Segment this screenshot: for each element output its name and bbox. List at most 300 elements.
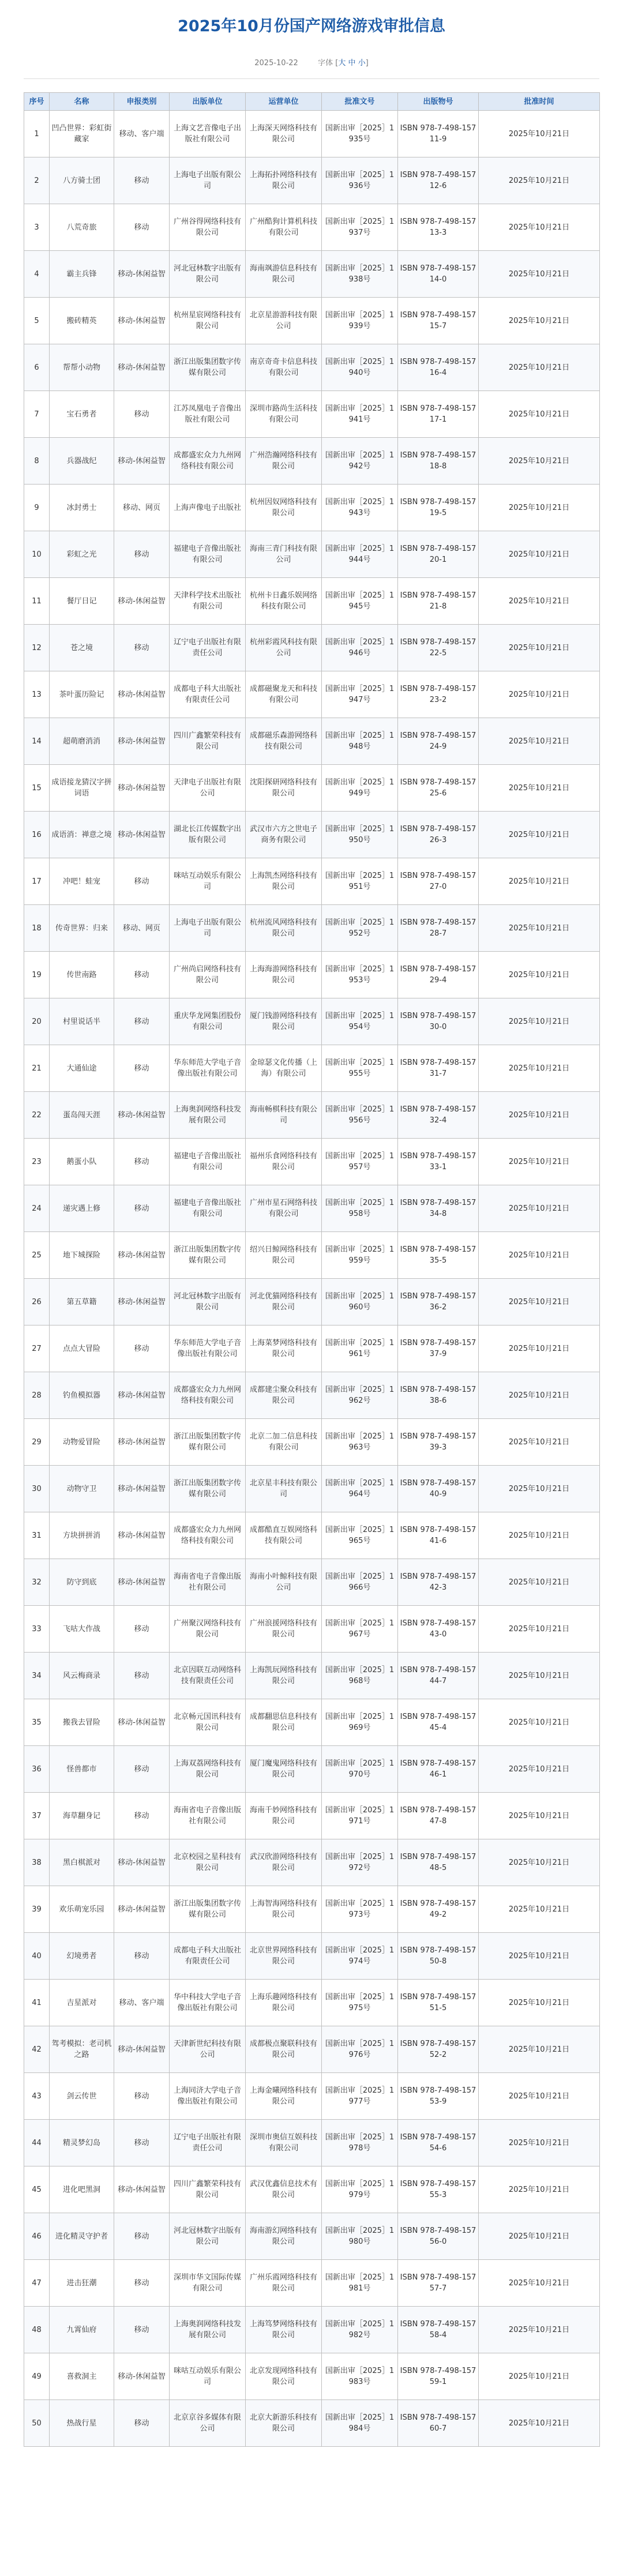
- cell-isbn: ISBN 978-7-498-15736-2: [398, 1279, 479, 1325]
- table-row: [24, 578, 600, 625]
- cell-publisher: 四川广鑫繁荣科技有限公司: [170, 718, 246, 765]
- cell-approval-number: 国新出审［2025］1947号: [322, 671, 398, 718]
- table-row: [24, 2166, 600, 2213]
- cell-publisher: 北京因联互动网络科技有限责任公司: [170, 1653, 246, 1699]
- cell-game-name: 宝石勇者: [50, 391, 114, 438]
- cell-operator: 深圳市路尚生活科技有限公司: [246, 391, 322, 438]
- cell-number: 1: [24, 111, 50, 157]
- cell-category: 移动: [114, 1045, 170, 1092]
- cell-operator: 绍兴日鲸网络科技有限公司: [246, 1232, 322, 1279]
- cell-number: 37: [24, 1793, 50, 1839]
- cell-category: 移动: [114, 2307, 170, 2353]
- cell-number: 38: [24, 1839, 50, 1886]
- cell-game-name: 怪兽都市: [50, 1746, 114, 1793]
- cell-publisher: 上海文艺音像电子出版社有限公司: [170, 111, 246, 157]
- cell-isbn: ISBN 978-7-498-15717-1: [398, 391, 479, 438]
- cell-operator: 上海菜梦网络科技有限公司: [246, 1325, 322, 1372]
- cell-number: 19: [24, 952, 50, 998]
- cell-approval-number: 国新出审［2025］1953号: [322, 952, 398, 998]
- cell-game-name: 剑云传世: [50, 2073, 114, 2120]
- font-size-medium-link[interactable]: 中: [348, 59, 356, 67]
- cell-game-name: 进化精灵守护者: [50, 2213, 114, 2260]
- table-row: [24, 1886, 600, 1933]
- cell-isbn: ISBN 978-7-498-15712-6: [398, 157, 479, 204]
- cell-operator: 上海凯杰网络科技有限公司: [246, 858, 322, 905]
- cell-publisher: 成都盛宏众力九州网络科技有限公司: [170, 1512, 246, 1559]
- cell-category: 移动-休闲益智: [114, 1232, 170, 1279]
- cell-approval-number: 国新出审［2025］1978号: [322, 2120, 398, 2166]
- font-size-label: 字体: [318, 59, 333, 67]
- cell-category: 移动-休闲益智: [114, 1419, 170, 1466]
- table-row: [24, 298, 600, 344]
- table-row: [24, 2026, 600, 2073]
- cell-publisher: 河北冠林数字出版有限公司: [170, 1279, 246, 1325]
- cell-operator: 广州浪援网络科技有限公司: [246, 1606, 322, 1653]
- cell-category: 移动: [114, 858, 170, 905]
- cell-operator: 杭州彩霞风科技有限公司: [246, 625, 322, 671]
- cell-approval-number: 国新出审［2025］1952号: [322, 905, 398, 952]
- cell-operator: 杭州卡日鑫乐娱网络科技有限公司: [246, 578, 322, 625]
- cell-game-name: 动物守卫: [50, 1466, 114, 1512]
- cell-category: 移动: [114, 1793, 170, 1839]
- cell-game-name: 九霄仙府: [50, 2307, 114, 2353]
- cell-number: 31: [24, 1512, 50, 1559]
- table-row: [24, 858, 600, 905]
- table-row: [24, 2400, 600, 2447]
- cell-approval-number: 国新出审［2025］1944号: [322, 531, 398, 578]
- cell-approval-number: 国新出审［2025］1941号: [322, 391, 398, 438]
- cell-number: 47: [24, 2260, 50, 2307]
- cell-number: 36: [24, 1746, 50, 1793]
- cell-operator: 上海乐趣网络科技有限公司: [246, 1980, 322, 2026]
- cell-approval-date: 2025年10月21日: [479, 1699, 600, 1746]
- column-header-approval-number: 批准文号: [322, 93, 398, 111]
- cell-category: 移动-休闲益智: [114, 251, 170, 298]
- table-row: [24, 531, 600, 578]
- table-header-row: [24, 93, 600, 111]
- cell-category: 移动-休闲益智: [114, 344, 170, 391]
- cell-isbn: ISBN 978-7-498-15754-6: [398, 2120, 479, 2166]
- cell-publisher: 河北冠林数字出版有限公司: [170, 2213, 246, 2260]
- cell-approval-date: 2025年10月21日: [479, 2166, 600, 2213]
- cell-game-name: 村里说话半: [50, 998, 114, 1045]
- cell-approval-date: 2025年10月21日: [479, 2260, 600, 2307]
- cell-category: 移动: [114, 2213, 170, 2260]
- cell-approval-date: 2025年10月21日: [479, 1980, 600, 2026]
- cell-publisher: 上海声像电子出版社: [170, 485, 246, 531]
- cell-operator: 厦门钱游网络科技有限公司: [246, 998, 322, 1045]
- cell-approval-number: 国新出审［2025］1938号: [322, 251, 398, 298]
- cell-publisher: 上海电子出版有限公司: [170, 157, 246, 204]
- table-row: [24, 438, 600, 485]
- cell-approval-number: 国新出审［2025］1981号: [322, 2260, 398, 2307]
- cell-category: 移动-休闲益智: [114, 578, 170, 625]
- cell-operator: 海南小叶鲸科技有限公司: [246, 1559, 322, 1606]
- table-row: [24, 2213, 600, 2260]
- cell-approval-number: 国新出审［2025］1960号: [322, 1279, 398, 1325]
- cell-game-name: 苍之境: [50, 625, 114, 671]
- cell-isbn: ISBN 978-7-498-15718-8: [398, 438, 479, 485]
- cell-game-name: 搬砖精英: [50, 298, 114, 344]
- cell-publisher: 辽宁电子出版社有限责任公司: [170, 625, 246, 671]
- cell-category: 移动-休闲益智: [114, 298, 170, 344]
- table-row: [24, 2073, 600, 2120]
- cell-number: 46: [24, 2213, 50, 2260]
- cell-publisher: 咪咕互动娱乐有限公司: [170, 858, 246, 905]
- cell-operator: 广州浩瀚网络科技有限公司: [246, 438, 322, 485]
- cell-publisher: 北京京谷多媒体有限公司: [170, 2400, 246, 2447]
- cell-approval-date: 2025年10月21日: [479, 1886, 600, 1933]
- cell-approval-date: 2025年10月21日: [479, 1559, 600, 1606]
- cell-operator: 南京奇奇卡信息科技有限公司: [246, 344, 322, 391]
- cell-approval-number: 国新出审［2025］1943号: [322, 485, 398, 531]
- cell-approval-date: 2025年10月21日: [479, 1793, 600, 1839]
- cell-approval-number: 国新出审［2025］1935号: [322, 111, 398, 157]
- cell-publisher: 成都电子科大出版社有限责任公司: [170, 1933, 246, 1980]
- cell-number: 22: [24, 1092, 50, 1139]
- font-size-close-bracket: ]: [365, 59, 369, 67]
- cell-isbn: ISBN 978-7-498-15711-9: [398, 111, 479, 157]
- cell-publisher: 北京校园之星科技有限公司: [170, 1839, 246, 1886]
- table-row: [24, 1559, 600, 1606]
- cell-game-name: 第五草籍: [50, 1279, 114, 1325]
- cell-publisher: 上海双荔网络科技有限公司: [170, 1746, 246, 1793]
- cell-isbn: ISBN 978-7-498-15744-7: [398, 1653, 479, 1699]
- cell-game-name: 超萌磨消消: [50, 718, 114, 765]
- cell-number: 26: [24, 1279, 50, 1325]
- cell-operator: 北京发现网络科技有限公司: [246, 2353, 322, 2400]
- cell-approval-number: 国新出审［2025］1982号: [322, 2307, 398, 2353]
- cell-isbn: ISBN 978-7-498-15732-4: [398, 1092, 479, 1139]
- table-row: [24, 671, 600, 718]
- publish-date: 2025-10-22: [254, 59, 298, 67]
- table-row: [24, 765, 600, 812]
- cell-approval-number: 国新出审［2025］1942号: [322, 438, 398, 485]
- cell-game-name: 动物爱冒险: [50, 1419, 114, 1466]
- cell-game-name: 搬我去冒险: [50, 1699, 114, 1746]
- cell-category: 移动: [114, 2260, 170, 2307]
- cell-number: 45: [24, 2166, 50, 2213]
- cell-isbn: ISBN 978-7-498-15727-0: [398, 858, 479, 905]
- cell-number: 7: [24, 391, 50, 438]
- cell-isbn: ISBN 978-7-498-15722-5: [398, 625, 479, 671]
- cell-isbn: ISBN 978-7-498-15748-5: [398, 1839, 479, 1886]
- cell-publisher: 浙江出版集团数字传媒有限公司: [170, 1886, 246, 1933]
- cell-category: 移动: [114, 157, 170, 204]
- cell-operator: 北京世界网络科技有限公司: [246, 1933, 322, 1980]
- cell-approval-date: 2025年10月21日: [479, 2213, 600, 2260]
- cell-isbn: ISBN 978-7-498-15715-7: [398, 298, 479, 344]
- cell-approval-date: 2025年10月21日: [479, 1232, 600, 1279]
- cell-isbn: ISBN 978-7-498-15746-1: [398, 1746, 479, 1793]
- cell-operator: 北京二加二信息科技有限公司: [246, 1419, 322, 1466]
- cell-game-name: 霸主兵锋: [50, 251, 114, 298]
- cell-approval-number: 国新出审［2025］1975号: [322, 1980, 398, 2026]
- cell-isbn: ISBN 978-7-498-15757-7: [398, 2260, 479, 2307]
- cell-operator: 成都极点聚联科技有限公司: [246, 2026, 322, 2073]
- cell-isbn: ISBN 978-7-498-15725-6: [398, 765, 479, 812]
- cell-game-name: 驾考模拟：老司机之路: [50, 2026, 114, 2073]
- cell-isbn: ISBN 978-7-498-15720-1: [398, 531, 479, 578]
- cell-operator: 河北优猫网络科技有限公司: [246, 1279, 322, 1325]
- cell-approval-number: 国新出审［2025］1964号: [322, 1466, 398, 1512]
- cell-approval-date: 2025年10月21日: [479, 671, 600, 718]
- table-row: [24, 1139, 600, 1185]
- cell-publisher: 海南省电子音像出版社有限公司: [170, 1559, 246, 1606]
- cell-operator: 海南畅棋科技有限公司: [246, 1092, 322, 1139]
- cell-operator: 上海深天网络科技有限公司: [246, 111, 322, 157]
- cell-approval-date: 2025年10月21日: [479, 1419, 600, 1466]
- cell-isbn: ISBN 978-7-498-15759-1: [398, 2353, 479, 2400]
- cell-category: 移动: [114, 2120, 170, 2166]
- cell-approval-date: 2025年10月21日: [479, 1185, 600, 1232]
- cell-approval-date: 2025年10月21日: [479, 998, 600, 1045]
- column-header-approval-date: 批准时间: [479, 93, 600, 111]
- cell-operator: 海南千妙网络科技有限公司: [246, 1793, 322, 1839]
- cell-approval-date: 2025年10月21日: [479, 1746, 600, 1793]
- cell-publisher: 上海奥润网络科技发展有限公司: [170, 2307, 246, 2353]
- cell-approval-number: 国新出审［2025］1963号: [322, 1419, 398, 1466]
- cell-number: 40: [24, 1933, 50, 1980]
- cell-game-name: 凹凸世界：彩虹街藏家: [50, 111, 114, 157]
- cell-isbn: ISBN 978-7-498-15737-9: [398, 1325, 479, 1372]
- cell-isbn: ISBN 978-7-498-15756-0: [398, 2213, 479, 2260]
- cell-approval-date: 2025年10月21日: [479, 391, 600, 438]
- cell-number: 43: [24, 2073, 50, 2120]
- cell-game-name: 吉星派对: [50, 1980, 114, 2026]
- cell-number: 23: [24, 1139, 50, 1185]
- cell-number: 41: [24, 1980, 50, 2026]
- cell-category: 移动、客户端: [114, 1980, 170, 2026]
- cell-number: 8: [24, 438, 50, 485]
- cell-approval-date: 2025年10月21日: [479, 1279, 600, 1325]
- cell-approval-date: 2025年10月21日: [479, 1466, 600, 1512]
- cell-game-name: 递灾遇上修: [50, 1185, 114, 1232]
- cell-publisher: 成都盛宏众力九州网络科技有限公司: [170, 1372, 246, 1419]
- cell-operator: 上海笃梦网络科技有限公司: [246, 2307, 322, 2353]
- cell-game-name: 鹅蛋小队: [50, 1139, 114, 1185]
- table-row: [24, 1419, 600, 1466]
- font-size-large-link[interactable]: 大: [338, 59, 346, 67]
- cell-operator: 广州市星石网络科技有限公司: [246, 1185, 322, 1232]
- cell-number: 25: [24, 1232, 50, 1279]
- header-divider: [24, 78, 599, 79]
- cell-publisher: 华东师范大学电子音像出版社有限公司: [170, 1045, 246, 1092]
- table-row: [24, 1839, 600, 1886]
- cell-approval-date: 2025年10月21日: [479, 204, 600, 251]
- cell-operator: 广州酷狗计算机科技有限公司: [246, 204, 322, 251]
- cell-number: 28: [24, 1372, 50, 1419]
- cell-operator: 海南游幻网络科技有限公司: [246, 2213, 322, 2260]
- cell-number: 5: [24, 298, 50, 344]
- cell-publisher: 上海电子出版有限公司: [170, 905, 246, 952]
- cell-number: 42: [24, 2026, 50, 2073]
- cell-number: 49: [24, 2353, 50, 2400]
- cell-isbn: ISBN 978-7-498-15724-9: [398, 718, 479, 765]
- cell-publisher: 广州谷得网络科技有限公司: [170, 204, 246, 251]
- cell-number: 21: [24, 1045, 50, 1092]
- cell-category: 移动: [114, 1746, 170, 1793]
- cell-approval-date: 2025年10月21日: [479, 438, 600, 485]
- cell-category: 移动: [114, 531, 170, 578]
- cell-isbn: ISBN 978-7-498-15733-1: [398, 1139, 479, 1185]
- cell-category: 移动、网页: [114, 485, 170, 531]
- cell-operator: 北京大新游乐科技有限公司: [246, 2400, 322, 2447]
- cell-approval-number: 国新出审［2025］1946号: [322, 625, 398, 671]
- cell-category: 移动-休闲益智: [114, 1092, 170, 1139]
- cell-isbn: ISBN 978-7-498-15745-4: [398, 1699, 479, 1746]
- table-row: [24, 1980, 600, 2026]
- table-row: [24, 2260, 600, 2307]
- cell-number: 20: [24, 998, 50, 1045]
- table-row: [24, 1232, 600, 1279]
- cell-publisher: 四川广鑫繁荣科技有限公司: [170, 2166, 246, 2213]
- cell-approval-date: 2025年10月21日: [479, 1606, 600, 1653]
- cell-publisher: 深圳市华文国际传媒有限公司: [170, 2260, 246, 2307]
- cell-approval-date: 2025年10月21日: [479, 531, 600, 578]
- cell-publisher: 成都盛宏众力九州网络科技有限公司: [170, 438, 246, 485]
- cell-publisher: 江苏凤凰电子音像出版社有限公司: [170, 391, 246, 438]
- cell-game-name: 喜救洞主: [50, 2353, 114, 2400]
- cell-approval-date: 2025年10月21日: [479, 718, 600, 765]
- table-row: [24, 718, 600, 765]
- cell-category: 移动-休闲益智: [114, 2353, 170, 2400]
- cell-isbn: ISBN 978-7-498-15741-6: [398, 1512, 479, 1559]
- cell-operator: 成都翻思信息科技有限公司: [246, 1699, 322, 1746]
- table-row: [24, 391, 600, 438]
- cell-operator: 上海金曦网络科技有限公司: [246, 2073, 322, 2120]
- cell-approval-number: 国新出审［2025］1976号: [322, 2026, 398, 2073]
- cell-approval-number: 国新出审［2025］1936号: [322, 157, 398, 204]
- cell-number: 29: [24, 1419, 50, 1466]
- cell-game-name: 防守到底: [50, 1559, 114, 1606]
- table-row: [24, 1746, 600, 1793]
- cell-approval-number: 国新出审［2025］1950号: [322, 812, 398, 858]
- cell-approval-number: 国新出审［2025］1937号: [322, 204, 398, 251]
- cell-approval-date: 2025年10月21日: [479, 485, 600, 531]
- cell-operator: 成都磁乐森游网络科技有限公司: [246, 718, 322, 765]
- cell-approval-number: 国新出审［2025］1984号: [322, 2400, 398, 2447]
- cell-approval-date: 2025年10月21日: [479, 157, 600, 204]
- cell-game-name: 钓鱼模拟器: [50, 1372, 114, 1419]
- table-row: [24, 1466, 600, 1512]
- cell-approval-date: 2025年10月21日: [479, 1512, 600, 1559]
- cell-approval-date: 2025年10月21日: [479, 2073, 600, 2120]
- cell-approval-number: 国新出审［2025］1956号: [322, 1092, 398, 1139]
- cell-approval-number: 国新出审［2025］1969号: [322, 1699, 398, 1746]
- cell-operator: 北京星游游科技有限公司: [246, 298, 322, 344]
- cell-category: 移动-休闲益智: [114, 671, 170, 718]
- cell-publisher: 上海奥润网络科技发展有限公司: [170, 1092, 246, 1139]
- cell-game-name: 飞咕大作战: [50, 1606, 114, 1653]
- cell-operator: 北京星丰科技有限公司: [246, 1466, 322, 1512]
- cell-isbn: ISBN 978-7-498-15742-3: [398, 1559, 479, 1606]
- cell-approval-number: 国新出审［2025］1957号: [322, 1139, 398, 1185]
- cell-number: 35: [24, 1699, 50, 1746]
- cell-approval-date: 2025年10月21日: [479, 2120, 600, 2166]
- cell-approval-number: 国新出审［2025］1967号: [322, 1606, 398, 1653]
- cell-category: 移动-休闲益智: [114, 718, 170, 765]
- table-row: [24, 905, 600, 952]
- cell-approval-number: 国新出审［2025］1955号: [322, 1045, 398, 1092]
- cell-game-name: 精灵梦幻岛: [50, 2120, 114, 2166]
- cell-operator: 杭州流风网络科技有限公司: [246, 905, 322, 952]
- cell-approval-date: 2025年10月21日: [479, 1139, 600, 1185]
- table-row: [24, 1185, 600, 1232]
- cell-approval-number: 国新出审［2025］1973号: [322, 1886, 398, 1933]
- cell-category: 移动: [114, 2400, 170, 2447]
- table-row: [24, 111, 600, 157]
- cell-isbn: ISBN 978-7-498-15714-0: [398, 251, 479, 298]
- column-header-category: 申报类别: [114, 93, 170, 111]
- cell-category: 移动: [114, 1325, 170, 1372]
- cell-publisher: 海南省电子音像出版社有限公司: [170, 1793, 246, 1839]
- cell-isbn: ISBN 978-7-498-15726-3: [398, 812, 479, 858]
- cell-operator: 海南飒游信息科技有限公司: [246, 251, 322, 298]
- table-row: [24, 1933, 600, 1980]
- cell-publisher: 北京畅元国讯科技有限公司: [170, 1699, 246, 1746]
- cell-isbn: ISBN 978-7-498-15740-9: [398, 1466, 479, 1512]
- cell-operator: 海南三青门科技有限公司: [246, 531, 322, 578]
- cell-isbn: ISBN 978-7-498-15752-2: [398, 2026, 479, 2073]
- cell-approval-number: 国新出审［2025］1949号: [322, 765, 398, 812]
- cell-approval-date: 2025年10月21日: [479, 1839, 600, 1886]
- cell-isbn: ISBN 978-7-498-15758-4: [398, 2307, 479, 2353]
- cell-approval-date: 2025年10月21日: [479, 2307, 600, 2353]
- cell-category: 移动: [114, 952, 170, 998]
- cell-isbn: ISBN 978-7-498-15735-5: [398, 1232, 479, 1279]
- cell-category: 移动: [114, 1139, 170, 1185]
- table-row: [24, 2120, 600, 2166]
- cell-operator: 成都酷直互娱网络科技有限公司: [246, 1512, 322, 1559]
- font-size-small-link[interactable]: 小: [358, 59, 366, 67]
- cell-operator: 金琼瑟文化传播（上海）有限公司: [246, 1045, 322, 1092]
- cell-approval-date: 2025年10月21日: [479, 765, 600, 812]
- table-row: [24, 1793, 600, 1839]
- cell-approval-date: 2025年10月21日: [479, 1325, 600, 1372]
- page-title: 2025年10月份国产网络游戏审批信息: [178, 17, 445, 35]
- cell-approval-date: 2025年10月21日: [479, 858, 600, 905]
- table-row: [24, 1512, 600, 1559]
- cell-publisher: 天津科学技术出版社有限公司: [170, 578, 246, 625]
- cell-category: 移动-休闲益智: [114, 1699, 170, 1746]
- table-body: [24, 111, 600, 2447]
- cell-number: 17: [24, 858, 50, 905]
- cell-category: 移动: [114, 625, 170, 671]
- cell-operator: 沈阳探研网络科技有限公司: [246, 765, 322, 812]
- cell-category: 移动-休闲益智: [114, 1839, 170, 1886]
- cell-category: 移动-休闲益智: [114, 1372, 170, 1419]
- table-row: [24, 1325, 600, 1372]
- cell-publisher: 浙江出版集团数字传媒有限公司: [170, 344, 246, 391]
- cell-isbn: ISBN 978-7-498-15721-8: [398, 578, 479, 625]
- cell-game-name: 地下城探险: [50, 1232, 114, 1279]
- cell-approval-number: 国新出审［2025］1951号: [322, 858, 398, 905]
- table-row: [24, 1653, 600, 1699]
- cell-game-name: 成语消：禅意之境: [50, 812, 114, 858]
- cell-game-name: 大通仙途: [50, 1045, 114, 1092]
- cell-operator: 上海凯玩网络科技有限公司: [246, 1653, 322, 1699]
- cell-approval-date: 2025年10月21日: [479, 2353, 600, 2400]
- cell-number: 15: [24, 765, 50, 812]
- cell-game-name: 进击狂潮: [50, 2260, 114, 2307]
- cell-number: 6: [24, 344, 50, 391]
- cell-operator: 上海拓扑网络科技有限公司: [246, 157, 322, 204]
- cell-approval-number: 国新出审［2025］1970号: [322, 1746, 398, 1793]
- cell-approval-number: 国新出审［2025］1977号: [322, 2073, 398, 2120]
- cell-approval-date: 2025年10月21日: [479, 1653, 600, 1699]
- cell-approval-date: 2025年10月21日: [479, 1092, 600, 1139]
